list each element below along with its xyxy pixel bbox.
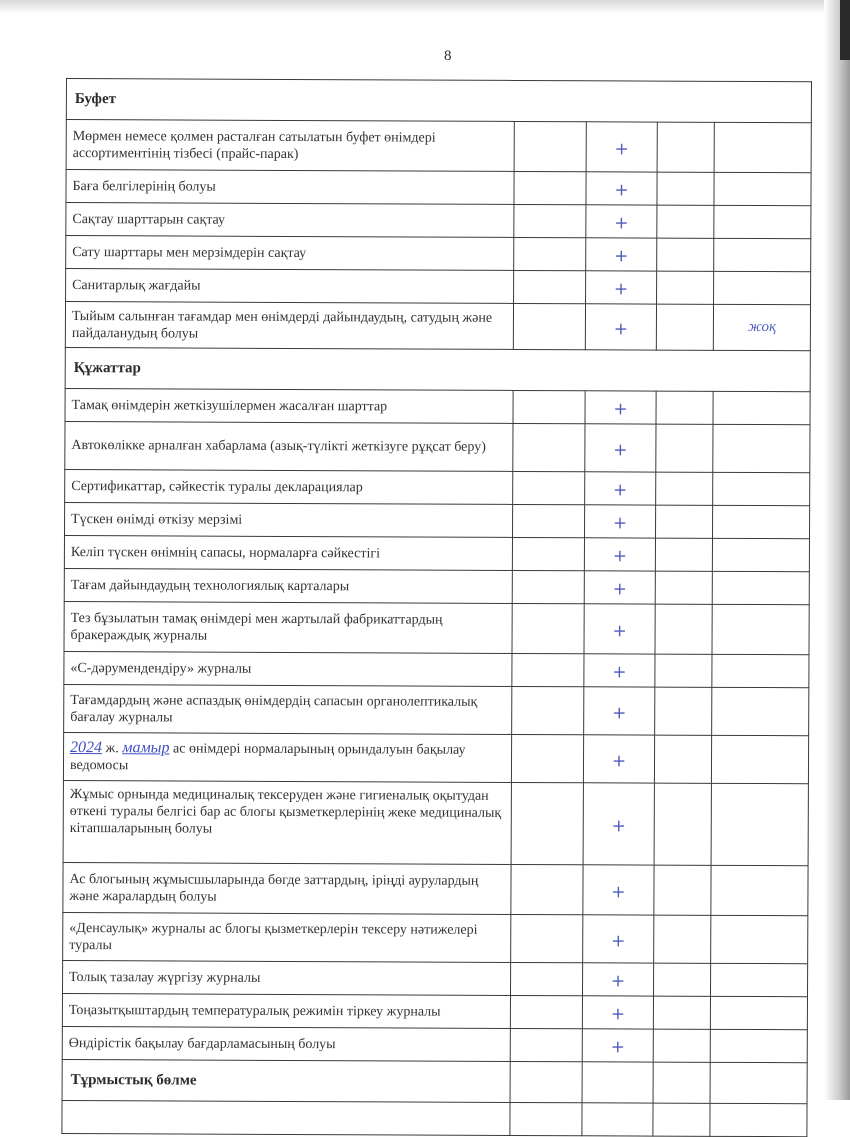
- mark-cell: [586, 122, 657, 172]
- plus-mark: +: [610, 1004, 626, 1025]
- mark-cell: [586, 238, 657, 271]
- scan-right-edge: [824, 0, 850, 1100]
- mark-cell: [583, 735, 654, 783]
- plus-mark: +: [612, 662, 627, 683]
- table-row: [62, 1100, 807, 1136]
- mark-cell: [583, 963, 654, 996]
- note-cell: [713, 304, 810, 350]
- mark-cell: [583, 783, 654, 865]
- table-row: [64, 684, 809, 735]
- handwritten-month: мамыр: [122, 739, 170, 757]
- row-text: Санитарлық жағдайы: [66, 269, 514, 304]
- col-blank: [657, 122, 714, 172]
- handwritten-note: жоқ: [747, 318, 777, 336]
- row-text: Сақтау шарттарын сақтау: [66, 203, 514, 238]
- statement-body: ас өнімдері нормаларының орындалуын бақылау ведомосы: [69, 741, 466, 774]
- plus-mark: +: [614, 180, 629, 201]
- statement-row: [63, 732, 808, 783]
- table-row: [65, 502, 810, 538]
- row-text: Тез бұзылатын тамақ өнімдері мен жартылай фабрикаттардың бракераждық журналы: [64, 601, 512, 653]
- table-row: [65, 302, 810, 351]
- plus-mark: +: [610, 971, 626, 992]
- mark-cell: [585, 472, 656, 505]
- handwritten-year: 2024: [70, 739, 103, 757]
- row-text: Тамақ өнімдерін жеткізушілермен жасалған шарттар: [65, 388, 513, 423]
- section-title-turmystyk: Тұрмыстық бөлме: [62, 1059, 510, 1102]
- table-row: [65, 469, 810, 505]
- mark-cell: [585, 391, 656, 424]
- row-text: Тыйым салынған тағамдар мен өнімдерді дайындаудың, сатудың және пайдаланудың болуы: [65, 302, 513, 350]
- row-text: Толық тазалау жүргізу журналы: [63, 960, 511, 995]
- row-text: Түскен өнімді өткізу мерзімі: [65, 502, 513, 537]
- section-row-kuzhattar: [65, 347, 810, 391]
- table-row: [63, 780, 808, 865]
- row-text: Автокөлікке арналған хабарлама (азық-түлікті жеткізуге рұқсат беру): [65, 421, 513, 471]
- row-text: Сату шарттары мен мерзімдерін сақтау: [66, 236, 514, 271]
- table-row: [66, 170, 811, 206]
- table-row: [63, 912, 808, 963]
- plus-mark: +: [610, 1037, 625, 1058]
- scan-top-shadow: [0, 0, 850, 14]
- plus-mark: +: [612, 546, 628, 567]
- plus-mark: +: [613, 399, 628, 420]
- row-text: Тағамдардың және аспаздық өнімдердің сапасын органолептикалық бағалау журналы: [64, 684, 512, 734]
- row-text: Жұмыс орнында медициналық тексеруден және гигиеналық оқытудан өткені туралы белгісі бар ас блогы қызметкерлерінің жеке медициналық кітапшаларының болуы: [63, 780, 511, 864]
- plus-mark: +: [612, 513, 628, 534]
- plus-mark: +: [613, 279, 629, 300]
- row-text: Тоңазытқыштардың температуралық режимін тіркеу журналы: [62, 993, 510, 1028]
- mark-cell: [582, 1029, 653, 1062]
- plus-mark: +: [614, 213, 629, 234]
- table-row: [64, 601, 809, 654]
- table-row: [65, 421, 810, 472]
- mark-cell: [583, 915, 654, 963]
- row-text: Сертификаттар, сәйкестік туралы декларациялар: [65, 469, 513, 504]
- checklist-sheet: [61, 78, 811, 1137]
- plus-mark: +: [611, 750, 627, 771]
- plus-mark: +: [613, 318, 629, 339]
- plus-mark: +: [612, 620, 627, 641]
- table-row: [65, 388, 810, 424]
- table-row: [63, 960, 808, 996]
- section-row-turmystyk: [62, 1059, 807, 1103]
- table-row: [62, 1026, 807, 1062]
- row-text: «Денсаулық» журналы ас блогы қызметкерлерін тексеру нәтижелері туралы: [63, 912, 511, 962]
- col-note: [714, 122, 811, 172]
- plus-mark: +: [614, 246, 629, 267]
- row-text: Мөрмен немесе қолмен расталған сатылатын буфет өнімдері ассортиментінің тізбесі (прайс-парак): [66, 120, 514, 172]
- row-text: «С-дәрумендендіру» журналы: [64, 651, 512, 686]
- col-blank: [514, 121, 586, 171]
- section-title-kuzhattar: Құжаттар: [65, 347, 810, 391]
- mark-cell: [585, 424, 656, 472]
- plus-mark: +: [611, 815, 626, 836]
- statement-text: [63, 732, 511, 782]
- year-suffix: ж.: [105, 741, 119, 757]
- mark-cell: [583, 865, 654, 915]
- plus-mark: +: [614, 138, 629, 159]
- row-text: Келіп түскен өнімнің сапасы, нормаларға сәйкестігі: [64, 535, 512, 570]
- section-title-bufet: Буфет: [66, 79, 811, 123]
- table-row: [63, 862, 808, 915]
- page-number: 8: [444, 48, 452, 64]
- mark-cell: [584, 538, 655, 571]
- table-row: [62, 993, 807, 1029]
- plus-mark: +: [612, 702, 627, 723]
- table-row: [66, 120, 811, 173]
- plus-mark: +: [611, 881, 626, 902]
- table-row: [64, 651, 809, 687]
- row-text: Ас блогының жұмысшыларында бөгде заттардың, іріңді аурулардың және жаралардың болуы: [63, 862, 511, 914]
- mark-cell: [586, 271, 657, 304]
- row-text: Тағам дайындаудың технологиялық карталары: [64, 568, 512, 603]
- plus-mark: +: [613, 480, 628, 501]
- row-text: Өндірістік бақылау бағдарламасының болуы: [62, 1026, 510, 1061]
- mark-cell: [584, 571, 655, 604]
- mark-cell: [585, 304, 656, 350]
- mark-cell: [584, 654, 655, 687]
- plus-mark: +: [611, 930, 626, 951]
- mark-cell: [586, 172, 657, 205]
- table-row: [64, 535, 809, 571]
- mark-cell: [584, 687, 655, 735]
- table-row: [66, 203, 811, 239]
- plus-mark: +: [612, 579, 627, 600]
- mark-cell: [586, 205, 657, 238]
- mark-cell: [584, 604, 655, 654]
- mark-cell: [582, 996, 653, 1029]
- inspection-table: [61, 78, 812, 1137]
- plus-mark: +: [613, 439, 628, 460]
- table-row: [66, 269, 811, 305]
- mark-cell: [584, 505, 655, 538]
- table-row: [66, 236, 811, 272]
- table-row: [64, 568, 809, 604]
- section-row-bufet: [66, 79, 811, 123]
- row-text: Баға белгілерінің болуы: [66, 170, 514, 205]
